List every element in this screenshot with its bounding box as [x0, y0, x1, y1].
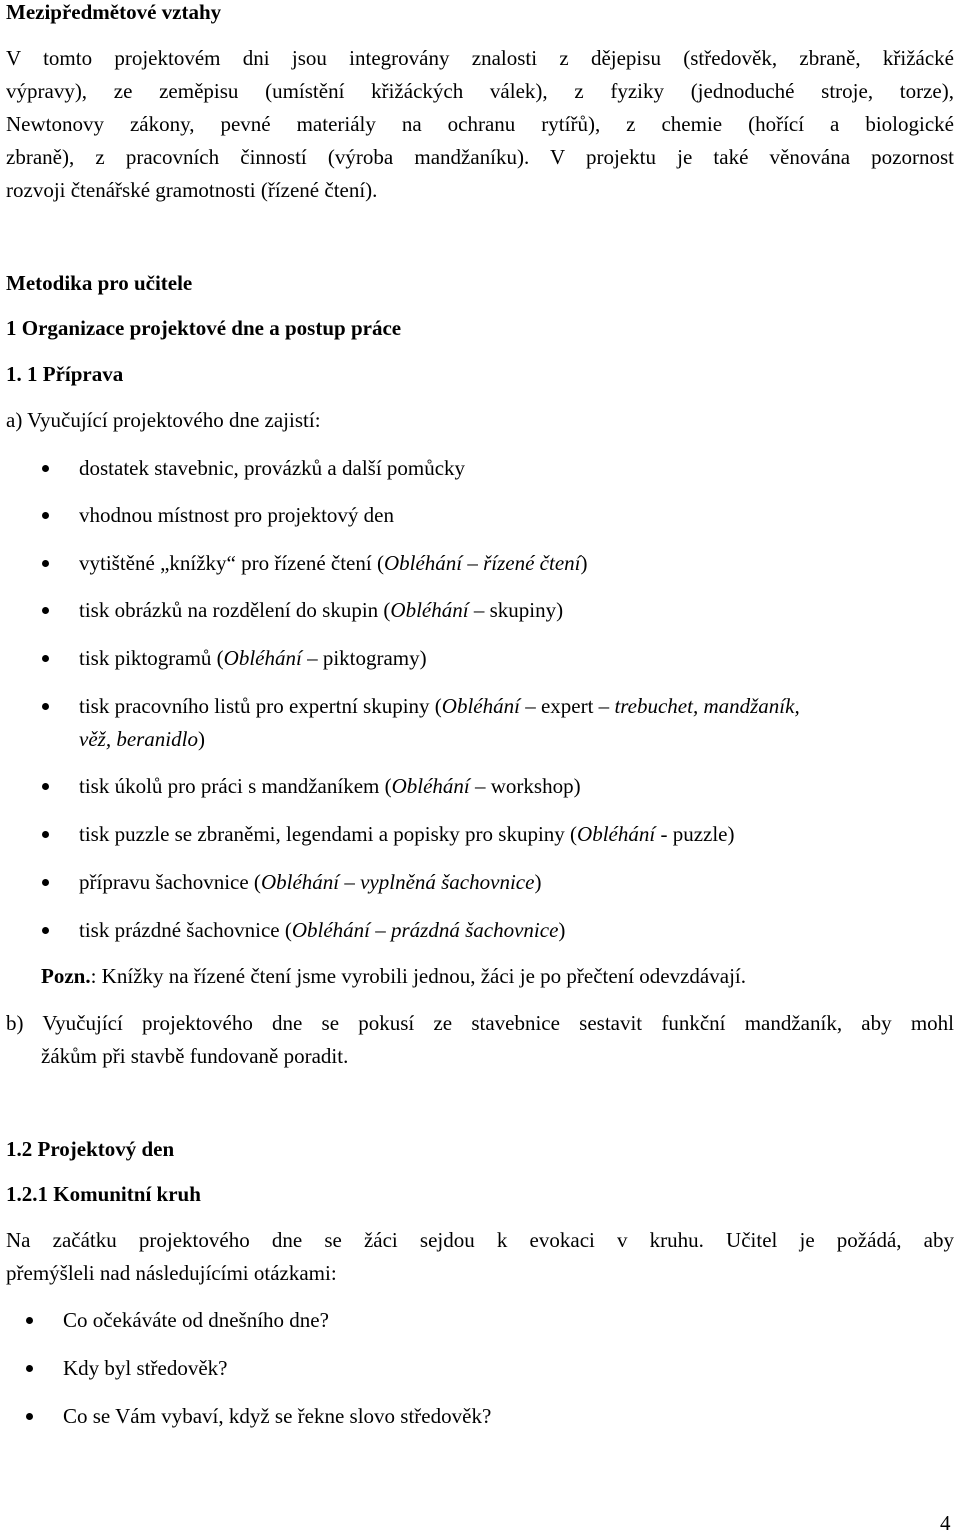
prep-item-6: tisk pracovního listů pro expertní skupiny (Obléhání – expert – trebuchet, mandžaník, [79, 694, 800, 718]
bullet-icon [42, 831, 49, 838]
prep-item-9: přípravu šachovnice (Obléhání – vyplněná šachovnice) [79, 870, 542, 894]
bullet-icon [42, 703, 49, 710]
question-2: Kdy byl středověk? [63, 1356, 228, 1380]
bullet-icon [42, 879, 49, 886]
metodika-title: Metodika pro učitele [6, 271, 193, 295]
intro-line-3: Newtonovy zákony, pevné materiály na ochranu rytířů), z chemie (hořící a biologické [6, 112, 954, 136]
prep-item-8: tisk puzzle se zbraněmi, legendami a popisky pro skupiny (Obléhání - puzzle) [79, 822, 735, 846]
prep-item-1: dostatek stavebnic, provázků a další pomůcky [79, 456, 466, 480]
bullet-icon [26, 1413, 33, 1420]
page-number: 4 [940, 1511, 951, 1535]
heading-1: 1 Organizace projektové dne a postup práce [6, 316, 402, 340]
question-3: Co se Vám vybaví, když se řekne slovo středověk? [63, 1404, 492, 1428]
question-1: Co očekáváte od dnešního dne? [63, 1308, 329, 1332]
intro-line-4: zbraně), z pracovních činností (výroba mandžaníku). V projektu je také věnována pozornost [6, 145, 954, 169]
bullet-icon [42, 607, 49, 614]
bullet-icon [42, 927, 49, 934]
bullet-icon [42, 465, 49, 472]
prep-item-10: tisk prázdné šachovnice (Obléhání – prázdná šachovnice) [79, 918, 566, 942]
heading-1-1: 1. 1 Příprava [6, 362, 124, 386]
intro-line-2: výpravy), ze zeměpisu (umístění křižáckých válek), z fyziky (jednoduché stroje, torze), [6, 79, 954, 103]
bullet-icon [42, 512, 49, 519]
intro-line-5: rozvoji čtenářské gramotnosti (řízené čtení). [6, 178, 378, 202]
kruh-text-line-2: přemýšleli nad následujícími otázkami: [6, 1261, 337, 1285]
item-a: a) Vyučující projektového dne zajistí: [6, 408, 321, 432]
bullet-icon [42, 655, 49, 662]
bullet-icon [26, 1365, 33, 1372]
prep-item-7: tisk úkolů pro práci s mandžaníkem (Obléhání – workshop) [79, 774, 581, 798]
bullet-icon [26, 1317, 33, 1324]
item-b-line-2: žákům při stavbě fundovaně poradit. [41, 1044, 349, 1068]
heading-1-2: 1.2 Projektový den [6, 1137, 175, 1161]
section-title: Mezipředmětové vztahy [6, 0, 222, 24]
heading-1-2-1: 1.2.1 Komunitní kruh [6, 1182, 201, 1206]
prep-item-3: vytištěné „knížky“ pro řízené čtení (Obléhání – řízené čtení) [79, 551, 588, 575]
bullet-icon [42, 560, 49, 567]
item-b-line-1: b) Vyučující projektového dne se pokusí ze stavebnice sestavit funkční mandžaník, aby mohl [6, 1011, 954, 1035]
prep-item-6-cont: věž, beranidlo) [79, 727, 205, 751]
prep-item-5: tisk piktogramů (Obléhání – piktogramy) [79, 646, 427, 670]
intro-line-1: V tomto projektovém dni jsou integrovány znalosti z dějepisu (středověk, zbraně, křižácké [6, 46, 954, 70]
note: Pozn.: Knížky na řízené čtení jsme vyrobili jednou, žáci je po přečtení odevzdávají. [41, 964, 746, 988]
bullet-icon [42, 783, 49, 790]
prep-item-4: tisk obrázků na rozdělení do skupin (Obléhání – skupiny) [79, 598, 564, 622]
prep-item-2: vhodnou místnost pro projektový den [79, 503, 394, 527]
kruh-text-line-1: Na začátku projektového dne se žáci sejdou k evokaci v kruhu. Učitel je požádá, aby [6, 1228, 954, 1252]
